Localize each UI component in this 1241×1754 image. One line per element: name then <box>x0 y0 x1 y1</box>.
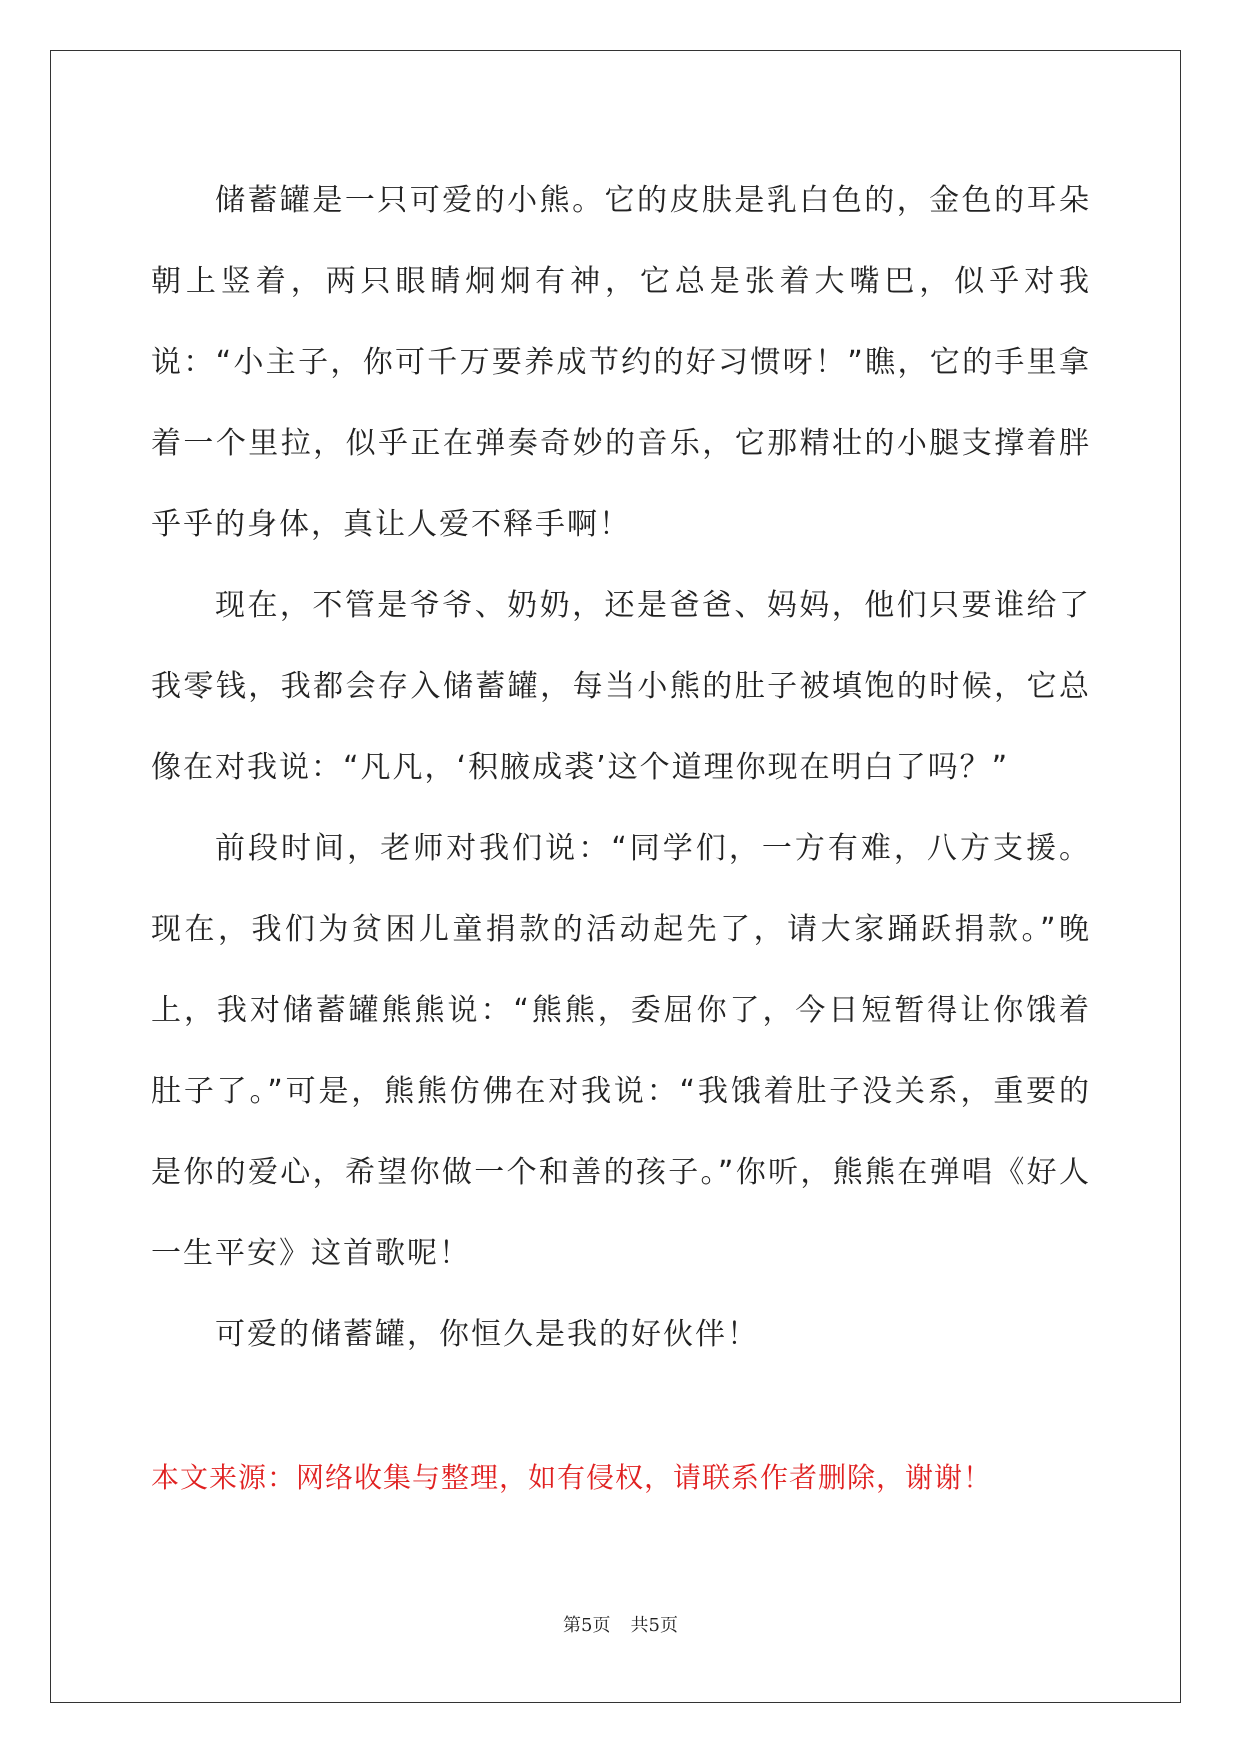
page-footer <box>0 1614 1241 1638</box>
page-total: 共5页 <box>630 1615 678 1636</box>
paragraph-1: 储蓄罐是一只可爱的小熊。它的皮肤是乳白色的，金色的耳朵朝上竖着，两只眼睛炯炯有神，它总是张着大嘴巴，似乎对我说：“小主子，你可千万要养成节约的好习惯呀！”瞧，它的手里拿着一个里拉，似乎正在弹奏奇妙的音乐，它那精壮的小腿支撑着胖乎乎的身体，真让人爱不释手啊！ <box>151 183 1091 542</box>
page-number: 第5页 <box>563 1615 611 1636</box>
document-body <box>151 160 1091 1375</box>
paragraph-4: 可爱的储蓄罐，你恒久是我的好伙伴！ <box>215 1317 759 1352</box>
paragraph-2: 现在，不管是爷爷、奶奶，还是爸爸、妈妈，他们只要谁给了我零钱，我都会存入储蓄罐，每当小熊的肚子被填饱的时候，它总像在对我说：“凡凡，‘积腋成裘’这个道理你现在明白了吗？” <box>151 588 1091 785</box>
paragraph-3: 前段时间，老师对我们说：“同学们，一方有难，八方支援。现在，我们为贫困儿童捐款的活动起先了，请大家踊跃捐款。”晚上，我对储蓄罐熊熊说：“熊熊，委屈你了，今日短暂得让你饿着肚子了。”可是，熊熊仿佛在对我说：“我饿着肚子没关系，重要的是你的爱心，希望你做一个和善的孩子。”你听，熊熊在弹唱《好人一生平安》这首歌呢！ <box>151 831 1091 1271</box>
source-disclaimer: 本文来源：网络收集与整理，如有侵权，请联系作者删除，谢谢！ <box>151 1461 993 1494</box>
